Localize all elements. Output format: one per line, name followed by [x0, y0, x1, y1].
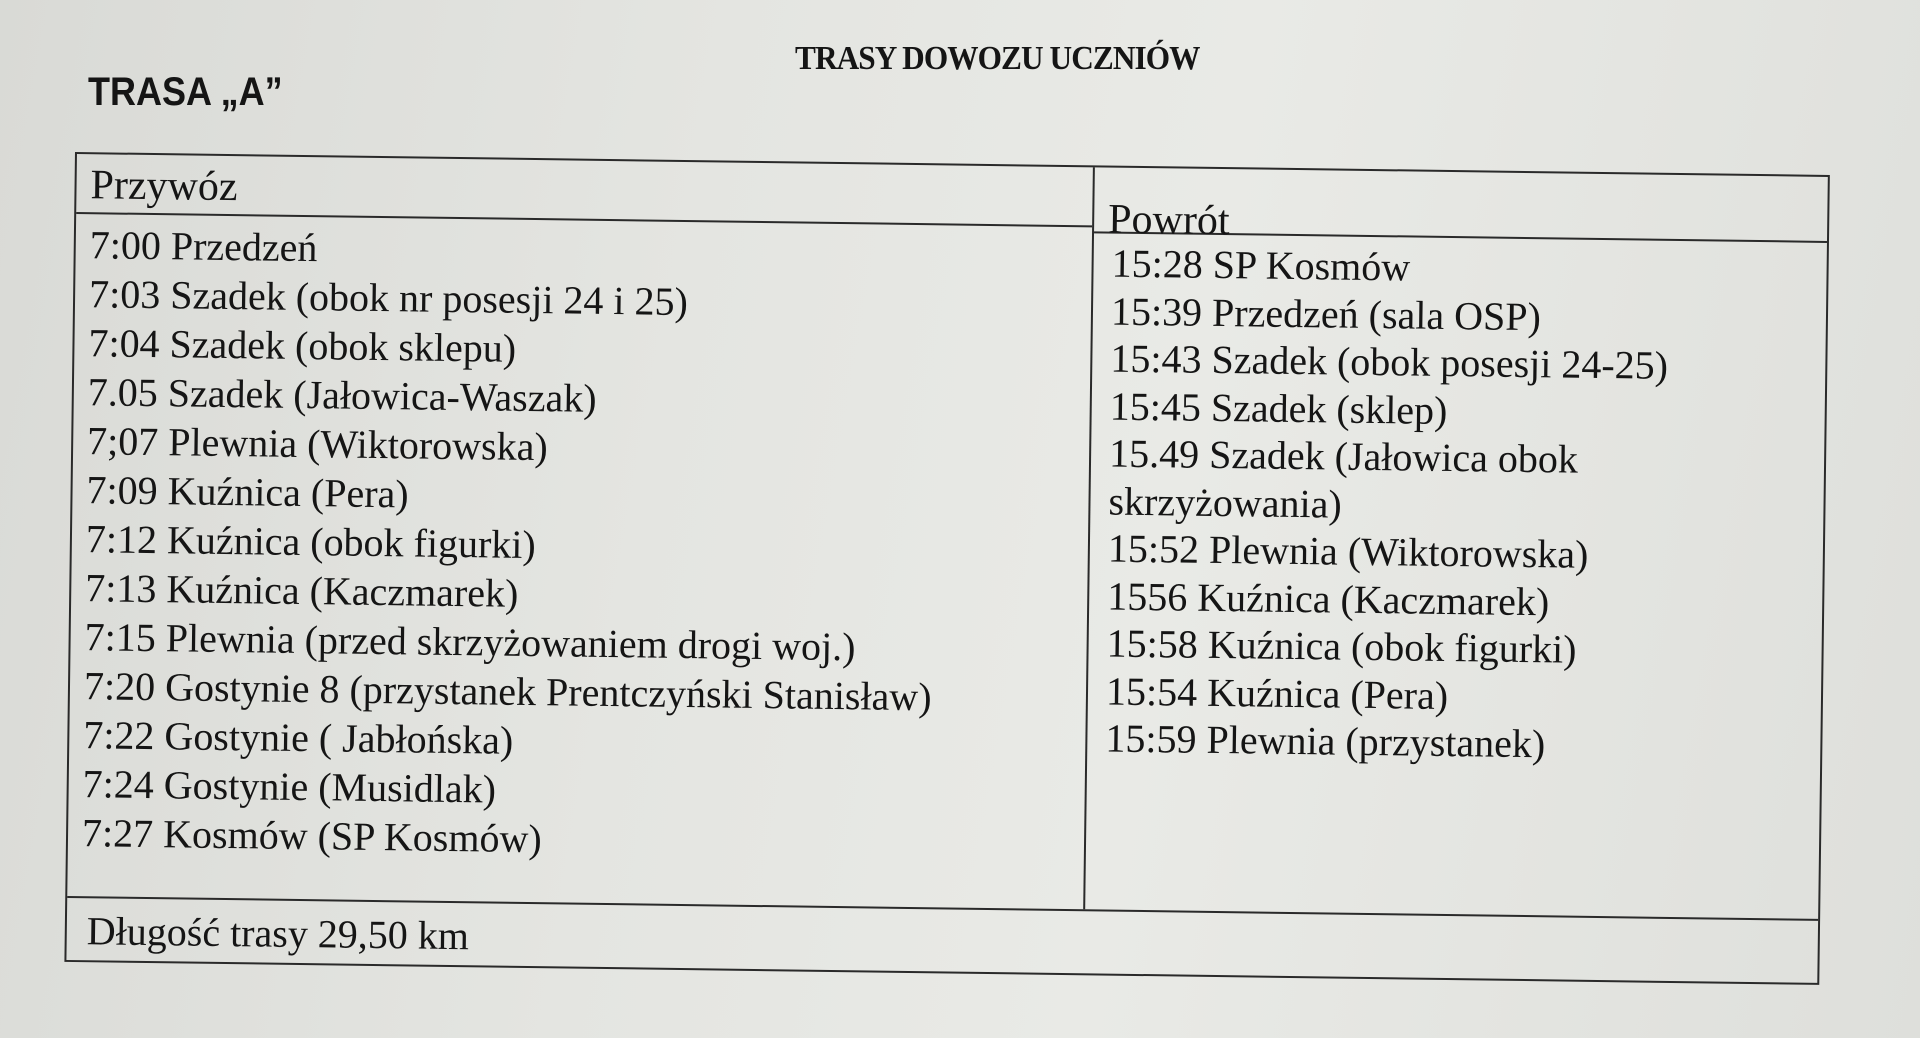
list-item: 7:24 Gostynie (Musidlak)	[82, 761, 497, 812]
list-item: 7:27 Kosmów (SP Kosmów)	[81, 810, 543, 862]
list-item: 15:43 Szadek (obok posesji 24-25)	[1110, 335, 1669, 388]
list-item: 7.05 Szadek (Jałowica-Waszak)	[87, 369, 597, 421]
page-title: TRASY DOWOZU UCZNIÓW	[795, 40, 1200, 77]
powrot-header: Powrót	[1094, 189, 1828, 243]
route-length: Długość trasy 29,50 km	[66, 896, 1818, 983]
list-item: 7:09 Kuźnica (Pera)	[86, 467, 409, 517]
list-item: 7:00 Przedzeń	[89, 222, 318, 271]
list-item: 1556 Kuźnica (Kaczmarek)	[1106, 573, 1550, 624]
list-item: 15:28 SP Kosmów	[1111, 240, 1411, 290]
list-item: 15:45 Szadek (sklep)	[1109, 383, 1448, 433]
przywoz-list	[68, 214, 1092, 870]
list-item: 7:03 Szadek (obok nr posesji 24 i 25)	[88, 271, 689, 325]
list-item: 7;07 Plewnia (Wiktorowska)	[86, 418, 549, 470]
list-item: 15:58 Kuźnica (obok figurki)	[1106, 620, 1577, 672]
list-item: 15:52 Plewnia (Wiktorowska)	[1107, 525, 1589, 577]
list-item: 15.49 Szadek (Jałowica obok skrzyżowania)	[1108, 430, 1579, 527]
list-item: 7:20 Gostynie 8 (przystanek Prentczyński Stanisław)	[83, 663, 932, 720]
list-item: 7:22 Gostynie ( Jabłońska)	[83, 712, 514, 763]
przywoz-column	[67, 154, 1095, 909]
powrot-column	[1085, 189, 1827, 919]
list-item: 7:15 Plewnia (przed skrzyżowaniem drogi woj.)	[84, 614, 856, 670]
list-item: 15:59 Plewnia (przystanek)	[1105, 715, 1546, 767]
route-title: TRASA „A”	[88, 70, 283, 114]
list-item: 7:13 Kuźnica (Kaczmarek)	[85, 565, 519, 616]
list-item: 7:04 Szadek (obok sklepu)	[88, 320, 517, 371]
list-item: 15:54 Kuźnica (Pera)	[1105, 668, 1449, 718]
przywoz-header: Przywóz	[76, 154, 1093, 227]
route-table	[64, 152, 1829, 985]
powrot-list	[1087, 233, 1827, 771]
list-item: 7:12 Kuźnica (obok figurki)	[85, 516, 537, 568]
list-item: 15:39 Przedzeń (sala OSP)	[1110, 288, 1542, 339]
